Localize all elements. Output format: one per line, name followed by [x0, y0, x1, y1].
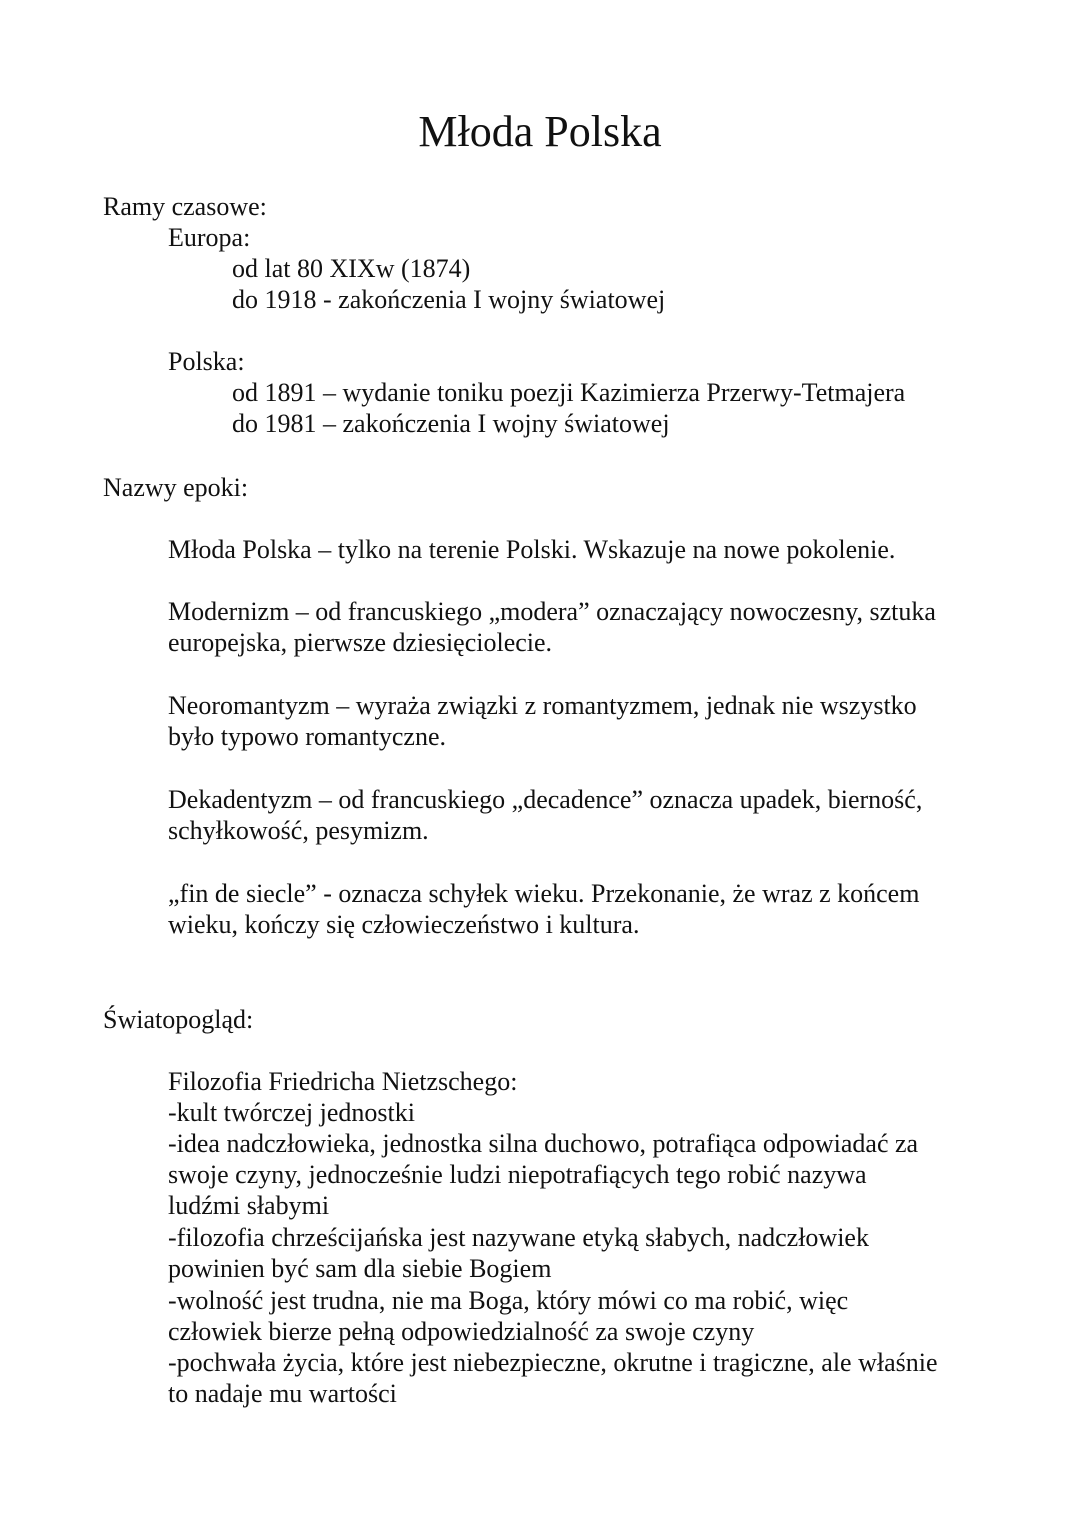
nietzsche-line: powinien być sam dla siebie Bogiem — [168, 1254, 552, 1283]
paragraph-neoromantyzm: Neoromantyzm – wyraża związki z romantyzmem, jednak nie wszystko — [168, 691, 917, 720]
paragraph-fin-de-siecle: wieku, kończy się człowieczeństwo i kultura. — [168, 910, 640, 939]
paragraph-neoromantyzm: było typowo romantyczne. — [168, 722, 446, 751]
nietzsche-line: -filozofia chrześcijańska jest nazywane etyką słabych, nadczłowiek — [168, 1223, 869, 1252]
nietzsche-line: swoje czyny, jednocześnie ludzi niepotrafiących tego robić nazywa — [168, 1160, 867, 1189]
nietzsche-line: -wolność jest trudna, nie ma Boga, który mówi co ma robić, więc — [168, 1286, 849, 1315]
europa-line: od lat 80 XIXw (1874) — [232, 254, 471, 283]
subheading-europa: Europa: — [168, 223, 251, 252]
nietzsche-line: -kult twórczej jednostki — [168, 1098, 415, 1127]
nietzsche-line: człowiek bierze pełną odpowiedzialność za swoje czyny — [168, 1317, 755, 1346]
subheading-polska: Polska: — [168, 347, 245, 376]
paragraph-modernizm: Modernizm – od francuskiego „modera” oznaczający nowoczesny, sztuka — [168, 597, 936, 626]
section-heading-ramy-czasowe: Ramy czasowe: — [103, 192, 267, 221]
nietzsche-line: Filozofia Friedricha Nietzschego: — [168, 1067, 518, 1096]
nietzsche-line: -idea nadczłowieka, jednostka silna duchowo, potrafiąca odpowiadać za — [168, 1129, 919, 1158]
paragraph-fin-de-siecle: „fin de siecle” - oznacza schyłek wieku. Przekonanie, że wraz z końcem — [168, 879, 920, 908]
paragraph-modernizm: europejska, pierwsze dziesięciolecie. — [168, 628, 553, 657]
paragraph-dekadentyzm: Dekadentyzm – od francuskiego „decadence” oznacza upadek, bierność, — [168, 785, 923, 814]
section-heading-nazwy-epoki: Nazwy epoki: — [103, 473, 249, 502]
nietzsche-line: to nadaje mu wartości — [168, 1379, 397, 1408]
paragraph-mloda-polska: Młoda Polska – tylko na terenie Polski. Wskazuje na nowe pokolenie. — [168, 535, 896, 564]
section-heading-swiatopoglad: Światopogląd: — [103, 1005, 254, 1034]
nietzsche-line: ludźmi słabymi — [168, 1191, 330, 1220]
paragraph-dekadentyzm: schyłkowość, pesymizm. — [168, 816, 429, 845]
europa-line: do 1918 - zakończenia I wojny światowej — [232, 285, 666, 314]
polska-line: do 1981 – zakończenia I wojny światowej — [232, 409, 670, 438]
polska-line: od 1891 – wydanie toniku poezji Kazimierza Przerwy-Tetmajera — [232, 378, 906, 407]
nietzsche-line: -pochwała życia, które jest niebezpieczne, okrutne i tragiczne, ale właśnie — [168, 1348, 938, 1377]
page-title: Młoda Polska — [418, 107, 662, 156]
